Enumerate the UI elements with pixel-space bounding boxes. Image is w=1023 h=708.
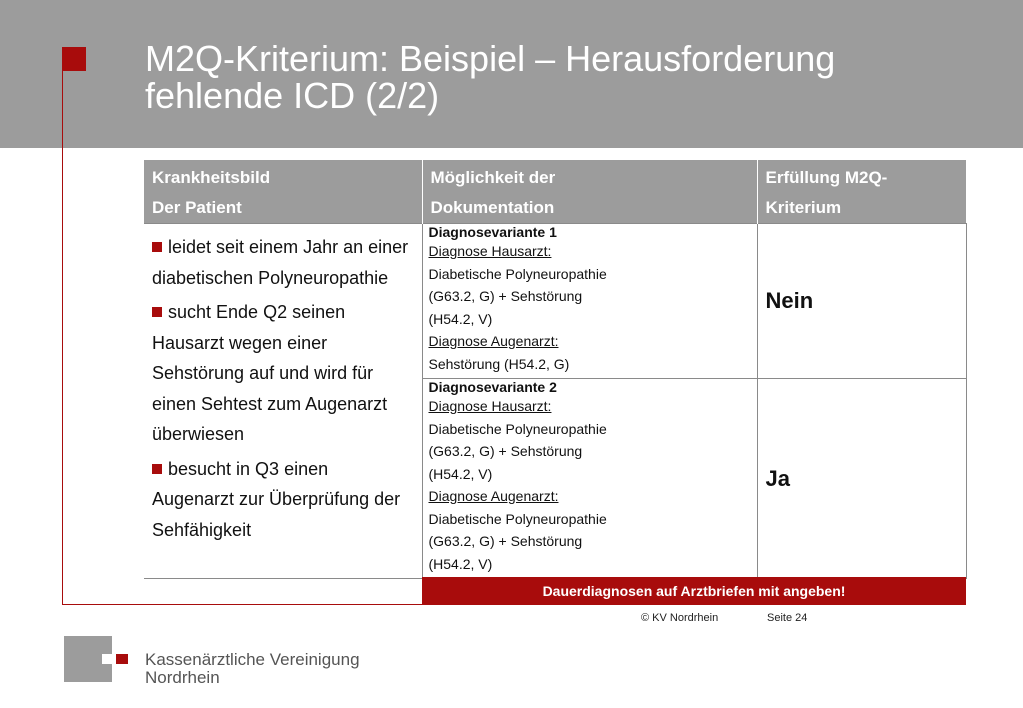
copyright: © KV Nordrhein xyxy=(641,612,719,624)
header-line: Kriterium xyxy=(765,198,842,217)
header-line: Möglichkeit der xyxy=(430,168,556,187)
header-krankheitsbild xyxy=(144,160,422,224)
patient-text: leidet seit einem Jahr an einer diabetischen Polyneuropathie xyxy=(152,237,409,288)
patient-bullet xyxy=(152,454,414,546)
slide-title xyxy=(145,40,835,114)
accent-vertical-line xyxy=(62,47,63,605)
diagnosis-line: (G63.2, G) + Sehstörung xyxy=(428,443,583,459)
header-line: Erfüllung M2Q- xyxy=(765,168,888,187)
diagnosis-line: Diabetische Polyneuropathie xyxy=(428,420,607,437)
variant-2-result: Ja xyxy=(757,379,966,579)
accent-horizontal-line xyxy=(62,604,422,605)
slide-title-line1: M2Q-Kriterium: Beispiel – Herausforderung xyxy=(145,38,836,79)
logo-line2: Nordrhein xyxy=(145,668,220,687)
header-line: Dokumentation xyxy=(430,198,555,217)
diagnosis-label: Diagnose Hausarzt: xyxy=(428,398,552,414)
logo-line1: Kassenärztliche Vereinigung xyxy=(145,650,360,669)
table-header-row xyxy=(144,160,966,224)
comparison-table xyxy=(144,160,967,579)
diagnosis-line: (H54.2, V) xyxy=(428,555,493,572)
square-bullet-icon xyxy=(152,242,162,252)
variant-heading: Diagnosevariante 2 xyxy=(428,379,557,395)
page-number: Seite 24 xyxy=(767,612,808,624)
diagnosis-line: (G63.2, G) + Sehstörung xyxy=(428,533,583,549)
variant-1-cell xyxy=(422,224,757,379)
square-bullet-icon xyxy=(152,307,162,317)
header-erfuellung xyxy=(757,160,966,224)
variant-1-result: Nein xyxy=(757,224,966,379)
diagnosis-line: (H54.2, V) xyxy=(428,310,493,327)
header-dokumentation xyxy=(422,160,757,224)
variant-heading: Diagnosevariante 1 xyxy=(428,224,557,240)
diagnosis-label: Diagnose Hausarzt: xyxy=(428,243,552,259)
note-banner: Dauerdiagnosen auf Arztbriefen mit angeben! xyxy=(422,577,966,605)
square-bullet-icon xyxy=(152,464,162,474)
patient-bullet xyxy=(152,297,414,450)
diagnosis-line: Sehstörung (H54.2, G) xyxy=(428,355,570,372)
header-line: Krankheitsbild xyxy=(152,168,271,187)
logo-text xyxy=(145,651,360,687)
slide-title-line2: fehlende ICD (2/2) xyxy=(145,75,440,116)
diagnosis-label: Diagnose Augenarzt: xyxy=(428,488,559,504)
diagnosis-line: (H54.2, V) xyxy=(428,465,493,482)
patient-bullet xyxy=(152,232,414,293)
header-line: Der Patient xyxy=(152,198,242,217)
patient-text: sucht Ende Q2 seinen Hausarzt wegen einer Sehstörung auf und wird für einen Sehtest zum Augenarzt überwiesen xyxy=(152,302,388,444)
patient-text: besucht in Q3 einen Augenarzt zur Überprüfung der Sehfähigkeit xyxy=(152,458,401,540)
accent-square xyxy=(62,47,86,71)
table-row xyxy=(144,224,966,379)
diagnosis-label: Diagnose Augenarzt: xyxy=(428,333,559,349)
variant-2-cell xyxy=(422,379,757,579)
diagnosis-line: Diabetische Polyneuropathie xyxy=(428,265,607,282)
diagnosis-line: (G63.2, G) + Sehstörung xyxy=(428,288,583,304)
kv-logo-icon xyxy=(64,636,128,682)
diagnosis-line: Diabetische Polyneuropathie xyxy=(428,510,607,527)
patient-description-cell xyxy=(144,224,422,579)
